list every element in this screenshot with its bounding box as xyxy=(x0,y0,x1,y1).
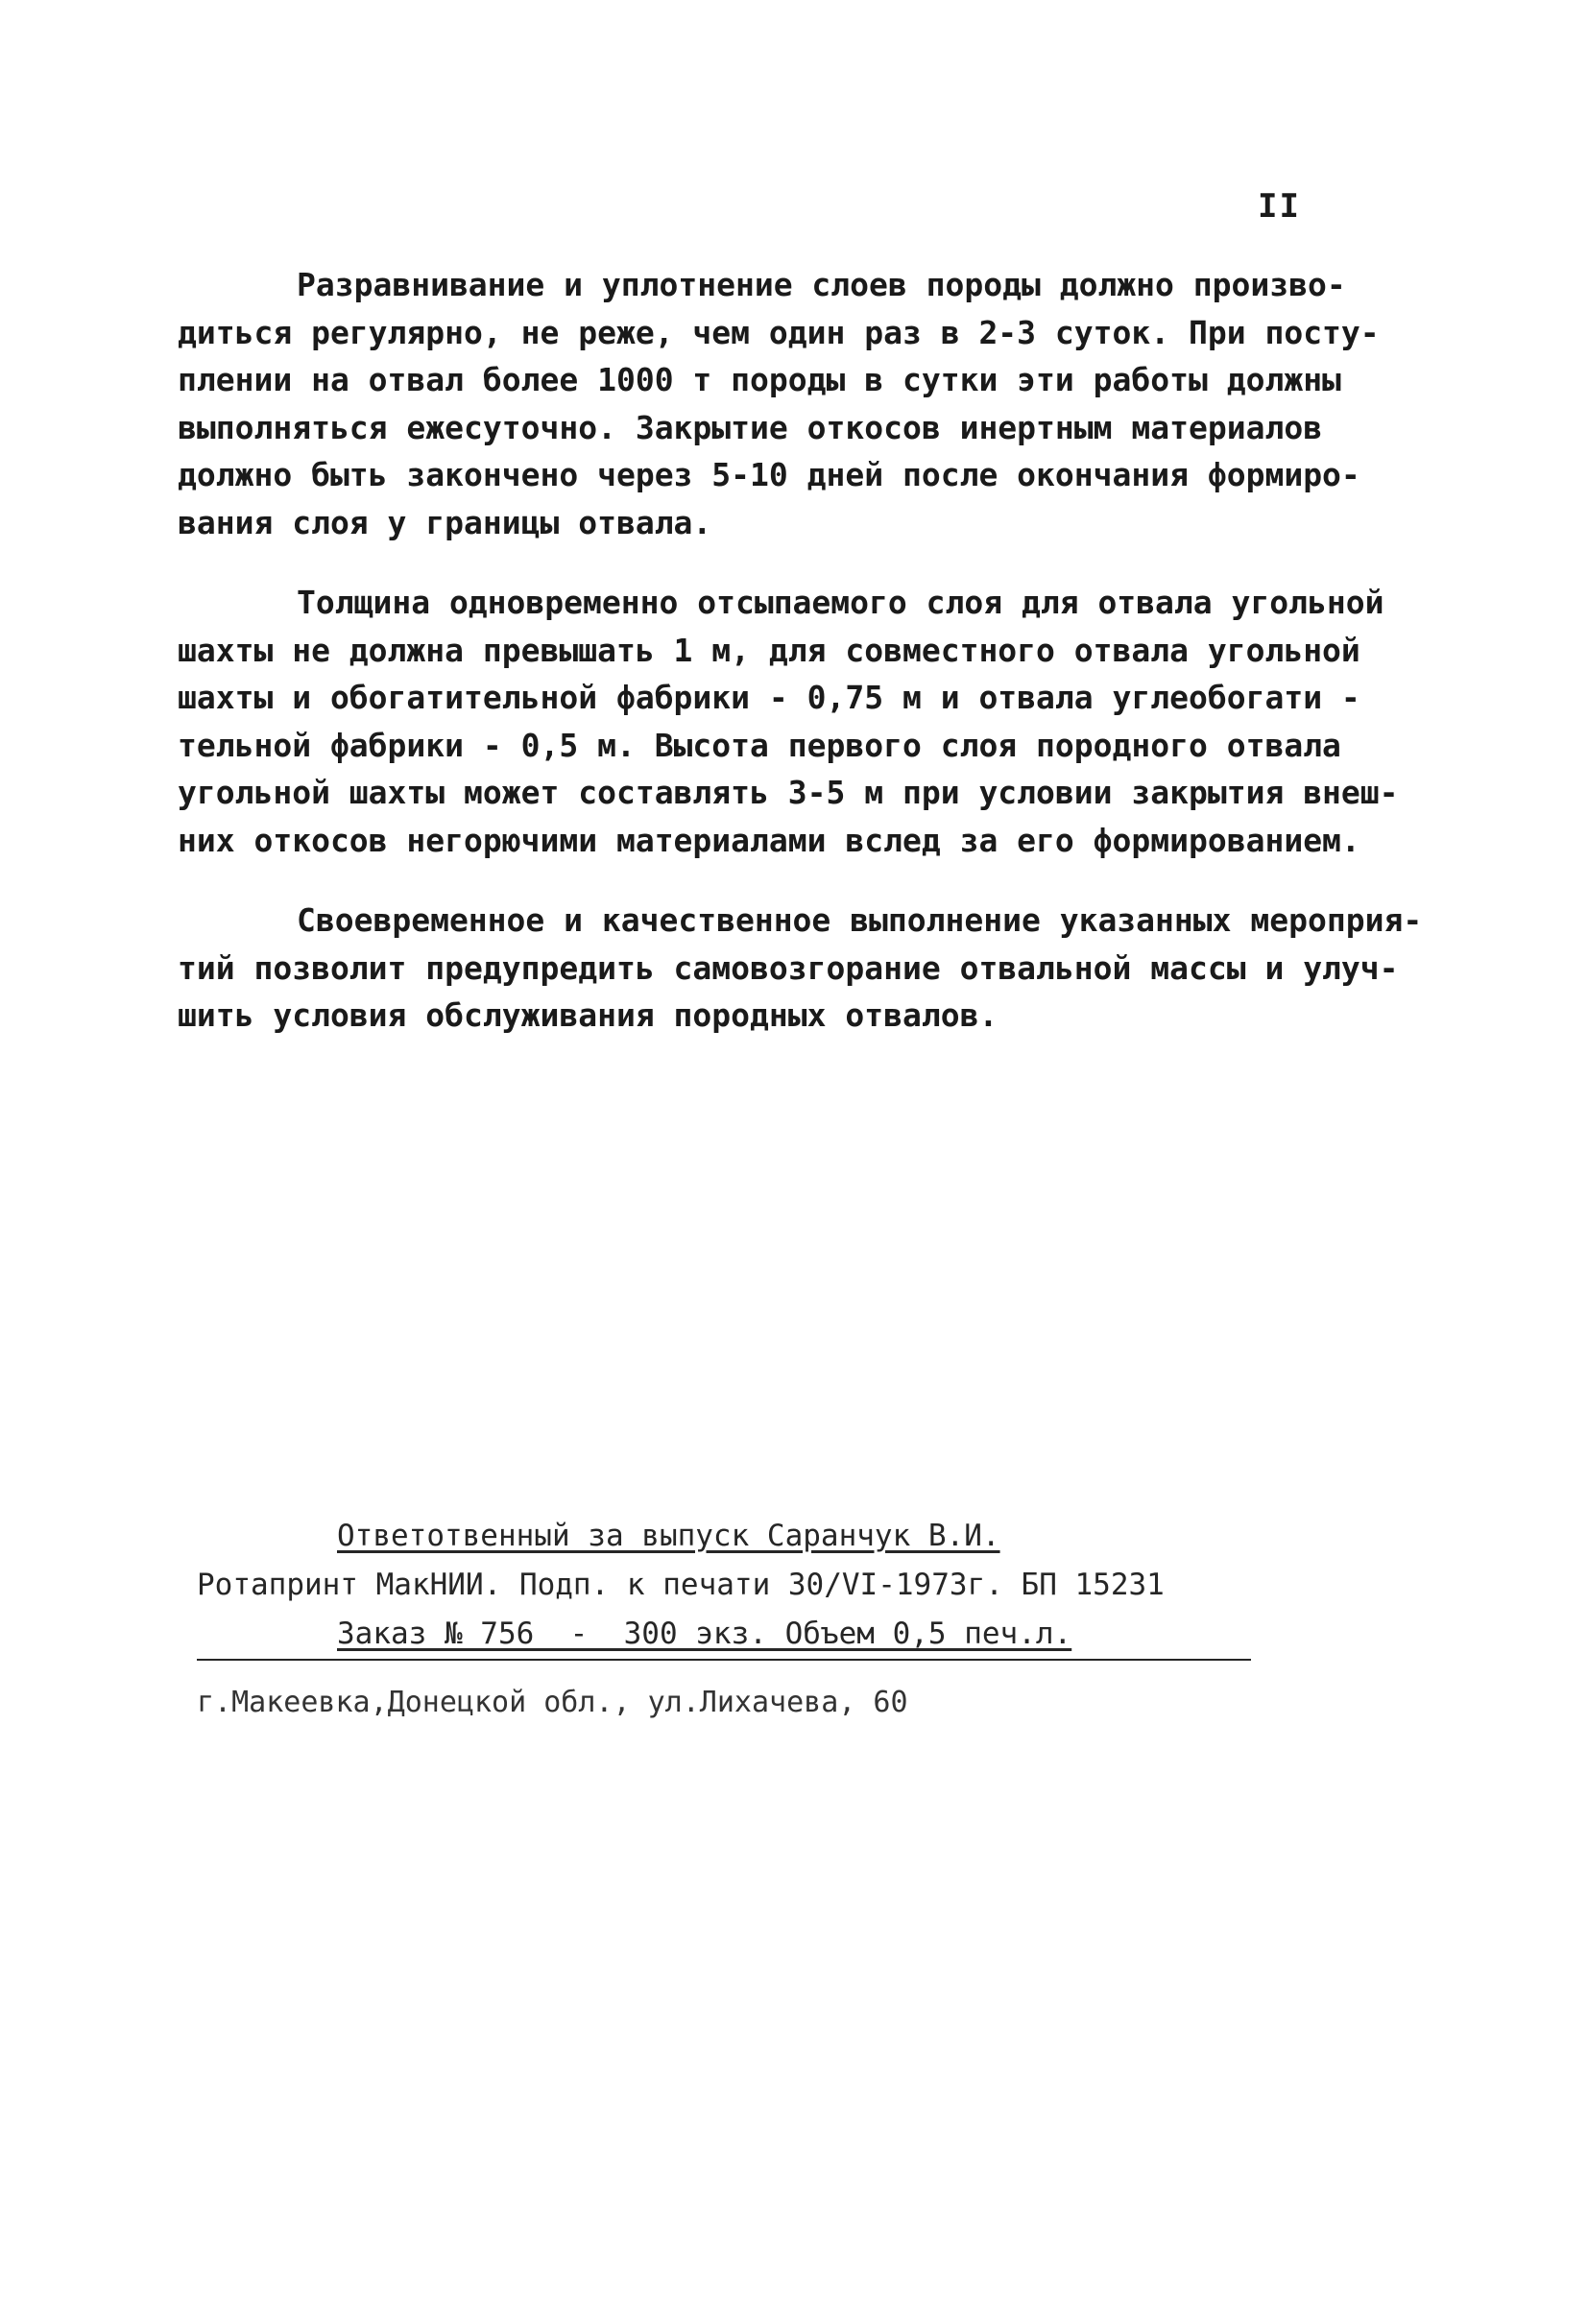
body-text xyxy=(178,261,1464,1072)
text-line: Толщина одновременно отсыпаемого слоя для отвала угольной xyxy=(297,584,1384,621)
text-line: них откосов негорючими материалами вслед за его формированием. xyxy=(178,821,1360,859)
text-line: Своевременное и качественное выполнение указанных мероприя- xyxy=(297,901,1423,939)
text-line: выполняться ежесуточно. Закрытие откосов инертным материалов xyxy=(178,408,1323,446)
address-line: г.Макеевка,Донецкой обл., ул.Лихачева, 60 xyxy=(197,1686,908,1719)
text-line: шить условия обслуживания породных отвалов. xyxy=(178,996,999,1034)
text-line: угольной шахты может составлять 3-5 м при условии закрытия внеш- xyxy=(178,774,1399,811)
text-line: плении на отвал более 1000 т породы в сутки эти работы должны xyxy=(178,361,1341,398)
text-line: шахты и обогатительной фабрики - 0,75 м и отвала углеобогати - xyxy=(178,679,1360,716)
paragraph-layer-thickness xyxy=(178,579,1464,864)
paragraph-leveling xyxy=(178,261,1464,546)
text-line: диться регулярно, не реже, чем один раз в 2-3 суток. При посту- xyxy=(178,313,1380,351)
printing-line: Ротапринт МакНИИ. Подп. к печати 30/VI-1973г. БП 15231 xyxy=(197,1568,1165,1602)
text-line: вания слоя у границы отвала. xyxy=(178,503,712,541)
text-line: должно быть закончено через 5-10 дней после окончания формиро- xyxy=(178,456,1360,493)
text-line: Разравнивание и уплотнение слоев породы должно произво- xyxy=(297,266,1346,303)
responsible-line: Ответотвенный за выпуск Саранчук В.И. xyxy=(337,1519,1000,1553)
order-text: Заказ № 756 - 300 экз. Объем 0,5 печ.л. xyxy=(337,1617,1072,1651)
text-line: шахты не должна превышать 1 м, для совместного отвала угольной xyxy=(178,631,1360,669)
text-line: тельной фабрики - 0,5 м. Высота первого слоя породного отвала xyxy=(178,726,1341,764)
page-number: II xyxy=(1258,187,1301,226)
order-line xyxy=(197,1610,1251,1661)
paragraph-conclusion xyxy=(178,897,1464,1040)
imprint-block xyxy=(197,1512,1272,1727)
text-line: тий позволит предупредить самовозгорание отвальной массы и улуч- xyxy=(178,948,1399,987)
